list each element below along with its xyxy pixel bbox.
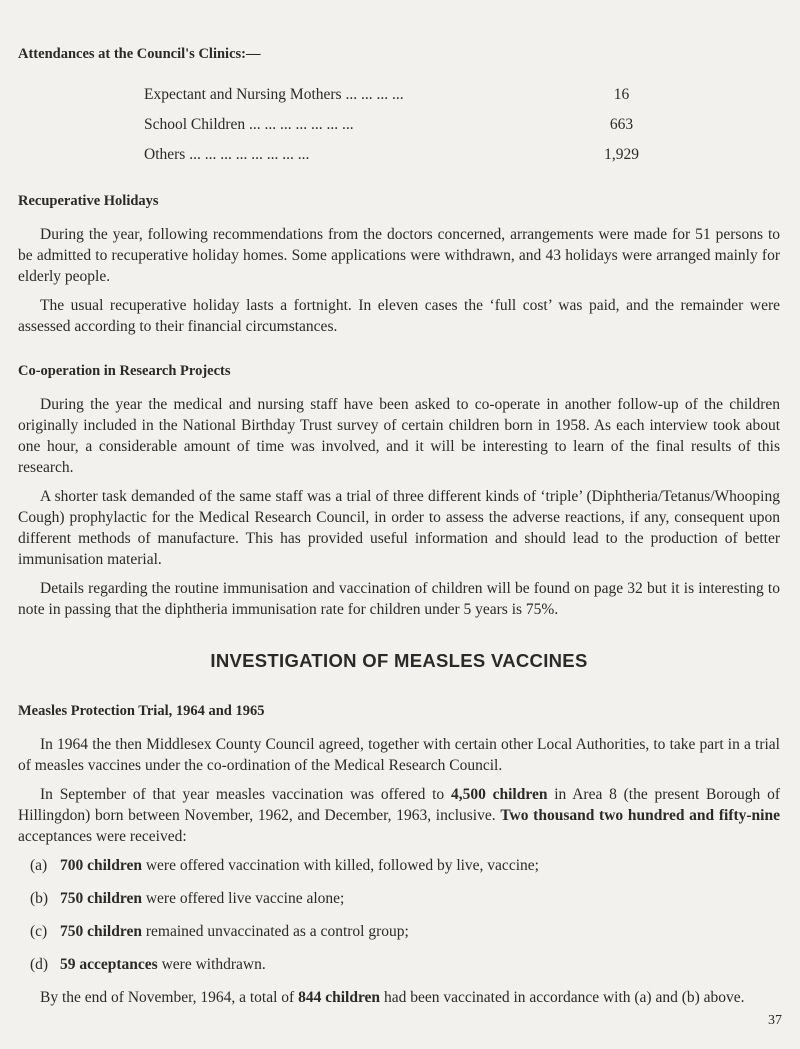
row-value: 663 <box>609 115 634 133</box>
row-label: Expectant and Nursing Mothers ... ... ... ... <box>144 85 404 103</box>
page-number: 37 <box>768 1013 782 1028</box>
row-label: School Children ... ... ... ... ... ... ... <box>144 115 354 133</box>
recuperative-heading: Recuperative Holidays <box>18 193 159 209</box>
text-run: In September of that year measles vaccination was offered to <box>40 786 451 803</box>
bold-text: 59 acceptances <box>60 956 158 973</box>
attendances-table <box>144 79 780 169</box>
bold-text: 750 children <box>60 890 142 907</box>
text-run: were offered vaccination with killed, followed by live, vaccine; <box>141 857 539 874</box>
text-run: were offered live vaccine alone; <box>141 890 345 907</box>
table-row <box>144 139 780 169</box>
paragraph: In 1964 the then Middlesex County Council agreed, together with certain other Local Authorities, to take part in a trial of measles vaccines under the co-ordination of the Medical Research Council. <box>18 736 780 774</box>
bold-text: 844 children <box>298 989 381 1006</box>
text-run: in Area 8 (the present Borough of Hillingdon) born between November, 1962, and December, 1963, inclusive. <box>18 786 780 824</box>
bold-text: 750 children <box>60 923 142 940</box>
measles-trial-heading: Measles Protection Trial, 1964 and 1965 <box>18 703 265 719</box>
bold-text: 4,500 children <box>450 786 548 803</box>
text-run: By the end of November, 1964, a total of <box>40 989 299 1006</box>
row-value: 1,929 <box>604 145 639 163</box>
bold-text: 700 children <box>60 857 142 874</box>
row-label: Others ... ... ... ... ... ... ... ... <box>144 145 310 163</box>
paragraph: The usual recuperative holiday lasts a fortnight. In eleven cases the ‘full cost’ was paid, and the remainder were assessed according to their financial circumstances. <box>18 297 780 335</box>
list-item <box>30 888 780 909</box>
paragraph <box>18 784 780 847</box>
item-label: (c) <box>30 923 48 940</box>
text-run: acceptances were received: <box>18 828 187 845</box>
paragraph: Details regarding the routine immunisation and vaccination of children will be found on page 32 but it is interesting to note in passing that the diphtheria immunisation rate for children under 5 years is 75%. <box>18 580 780 618</box>
paragraph: A shorter task demanded of the same staff was a trial of three different kinds of ‘triple’ (Diphtheria/Tetanus/Whooping Cough) prophylactic for the Medical Research Council, in order to assess the adverse reactions, if any, consequent upon different methods of manufacture. This has provided useful information and should lead to the production of better immunisation material. <box>18 488 780 568</box>
document-page <box>18 44 780 1016</box>
text-run: had been vaccinated in accordance with (a) and (b) above. <box>380 989 745 1006</box>
item-label: (a) <box>30 857 48 874</box>
cooperation-heading: Co-operation in Research Projects <box>18 363 231 379</box>
table-row <box>144 79 780 109</box>
paragraph: During the year the medical and nursing staff have been asked to co-operate in another follow-up of the children originally included in the National Birthday Trust survey of certain children born in 1958. As each interview took about one hour, a considerable amount of time was involved, and it will be interesting to learn of the final results of this research. <box>18 396 780 476</box>
table-row <box>144 109 780 139</box>
row-value: 16 <box>613 85 630 103</box>
list-item <box>30 855 780 876</box>
item-label: (b) <box>30 890 49 907</box>
item-label: (d) <box>30 956 49 973</box>
text-run: remained unvaccinated as a control group; <box>141 923 409 940</box>
section-title: INVESTIGATION OF MEASLES VACCINES <box>210 650 588 671</box>
bold-text: Two thousand two hundred and fifty-nine <box>500 807 780 824</box>
text-run: were withdrawn. <box>157 956 266 973</box>
list-item <box>30 921 780 942</box>
list-item <box>30 954 780 975</box>
paragraph: During the year, following recommendations from the doctors concerned, arrangements were made for 51 persons to be admitted to recuperative holiday homes. Some applications were withdrawn, and 43 holidays were arranged mainly for elderly people. <box>18 226 780 285</box>
paragraph <box>18 987 780 1008</box>
attendances-heading: Attendances at the Council's Clinics:— <box>18 46 261 62</box>
